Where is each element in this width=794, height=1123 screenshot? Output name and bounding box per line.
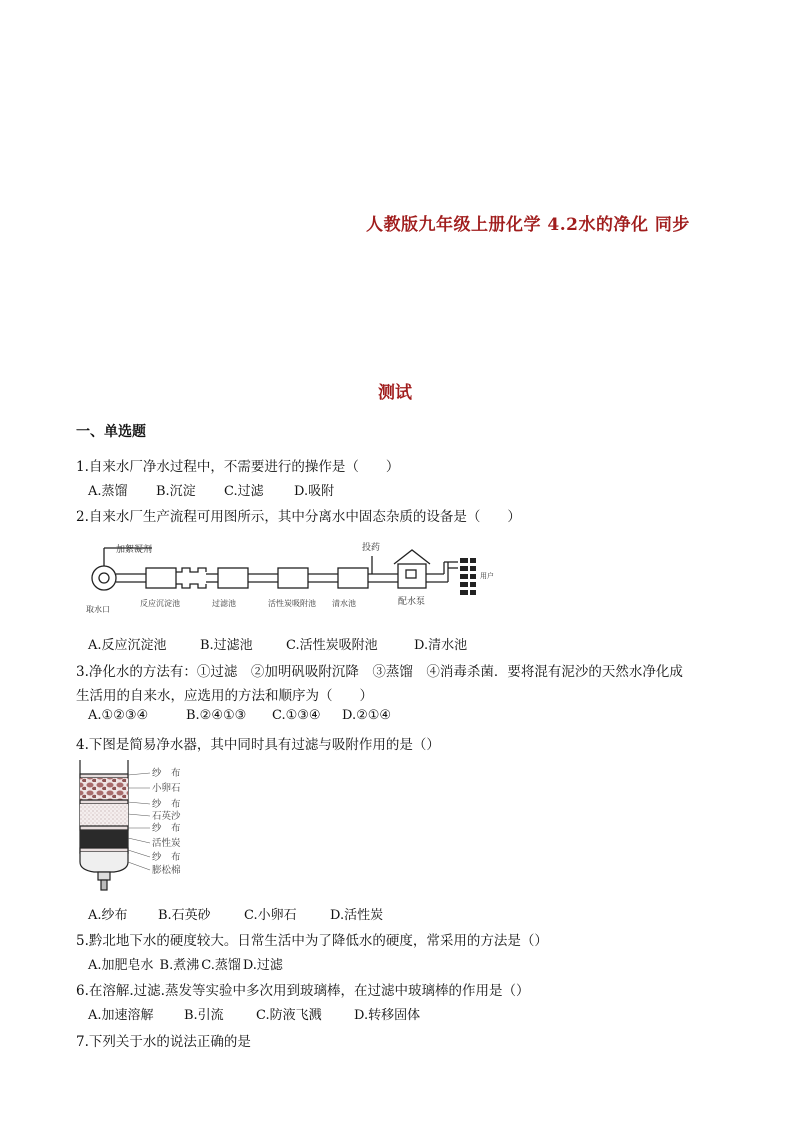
option-d: D.清水池 bbox=[414, 638, 468, 653]
option-a: A.蒸馏 bbox=[88, 484, 128, 499]
water-plant-diagram bbox=[82, 538, 502, 632]
option-a: A.反应沉淀池 bbox=[88, 638, 167, 653]
question-4-options bbox=[88, 904, 383, 923]
option-c: C.蒸馏 bbox=[201, 958, 241, 973]
question-1-options bbox=[88, 480, 334, 499]
question-5-options bbox=[88, 954, 283, 973]
label-coagulant: 加絮凝剂 bbox=[116, 545, 153, 555]
label-intake: 取水口 bbox=[86, 605, 110, 614]
water-filter-diagram bbox=[76, 758, 206, 892]
option-c: C.防液飞溅 bbox=[256, 1008, 322, 1023]
document-title: 人教版九年级上册化学 4.2水的净化 同步 bbox=[366, 215, 690, 235]
option-b: B.引流 bbox=[184, 1008, 224, 1023]
option-d: D.吸附 bbox=[294, 484, 335, 499]
label-pump: 配水泵 bbox=[398, 597, 426, 607]
option-d: D.转移固体 bbox=[354, 1008, 421, 1023]
option-d: D.②①④ bbox=[342, 708, 392, 723]
option-c: C.①③④ bbox=[272, 708, 321, 723]
label-tank-3: 活性炭吸附池 bbox=[268, 599, 316, 608]
question-2-options bbox=[88, 634, 467, 653]
question-6-options bbox=[88, 1004, 420, 1023]
question-2-stem: 2.自来水厂生产流程可用图所示，其中分离水中固态杂质的设备是（ ） bbox=[76, 509, 521, 525]
question-3-options bbox=[88, 708, 391, 723]
filter-label-1: 纱 布 bbox=[152, 768, 181, 779]
option-c: C.活性炭吸附池 bbox=[286, 638, 378, 653]
filter-label-6: 活性炭 bbox=[152, 838, 181, 849]
filter-label-2: 小卵石 bbox=[152, 783, 181, 794]
option-b: B.煮沸 bbox=[159, 958, 200, 973]
option-a: A.纱布 bbox=[88, 908, 128, 923]
section-heading: 一、单选题 bbox=[76, 424, 146, 440]
option-a: A.①②③④ bbox=[88, 708, 149, 723]
filter-label-3: 纱 布 bbox=[152, 799, 181, 810]
option-a: A.加速溶解 bbox=[88, 1008, 154, 1023]
question-3-stem-line-2: 生活用的自来水，应选用的方法和顺序为（ ） bbox=[76, 688, 373, 704]
label-tank-2: 过滤池 bbox=[212, 599, 236, 608]
document-subtitle: 测试 bbox=[378, 383, 412, 403]
filter-label-5: 纱 布 bbox=[152, 823, 181, 834]
option-b: B.过滤池 bbox=[200, 638, 253, 653]
question-3-stem-line-1: 3.净化水的方法有：①过滤 ②加明矾吸附沉降 ③蒸馏 ④消毒杀菌．要将混有泥沙的天然水净化成 bbox=[76, 664, 683, 680]
label-user: 用户 bbox=[480, 572, 494, 580]
option-b: B.石英砂 bbox=[158, 908, 211, 923]
filter-label-8: 膨松棉 bbox=[152, 865, 181, 876]
filter-label-4: 石英沙 bbox=[152, 811, 181, 822]
label-tank-1: 反应沉淀池 bbox=[140, 599, 180, 608]
label-dosing: 投药 bbox=[362, 543, 381, 553]
option-d: D.过滤 bbox=[242, 958, 283, 973]
question-5-stem: 5.黔北地下水的硬度较大。日常生活中为了降低水的硬度，常采用的方法是（） bbox=[76, 933, 548, 949]
option-b: B.②④①③ bbox=[186, 708, 247, 723]
option-b: B.沉淀 bbox=[156, 484, 196, 499]
question-6-stem: 6.在溶解.过滤.蒸发等实验中多次用到玻璃棒，在过滤中玻璃棒的作用是（） bbox=[76, 983, 530, 999]
option-a: A.加肥皂水 bbox=[88, 958, 154, 973]
option-d: D.活性炭 bbox=[330, 908, 384, 923]
question-7-stem: 7.下列关于水的说法正确的是 bbox=[76, 1034, 251, 1050]
question-1-stem: 1.自来水厂净水过程中，不需要进行的操作是（ ） bbox=[76, 459, 400, 475]
option-c: C.小卵石 bbox=[244, 908, 297, 923]
label-tank-4: 清水池 bbox=[332, 599, 356, 608]
option-c: C.过滤 bbox=[224, 484, 264, 499]
filter-label-7: 纱 布 bbox=[152, 852, 181, 863]
question-4-stem: 4.下图是简易净水器，其中同时具有过滤与吸附作用的是（） bbox=[76, 737, 440, 753]
